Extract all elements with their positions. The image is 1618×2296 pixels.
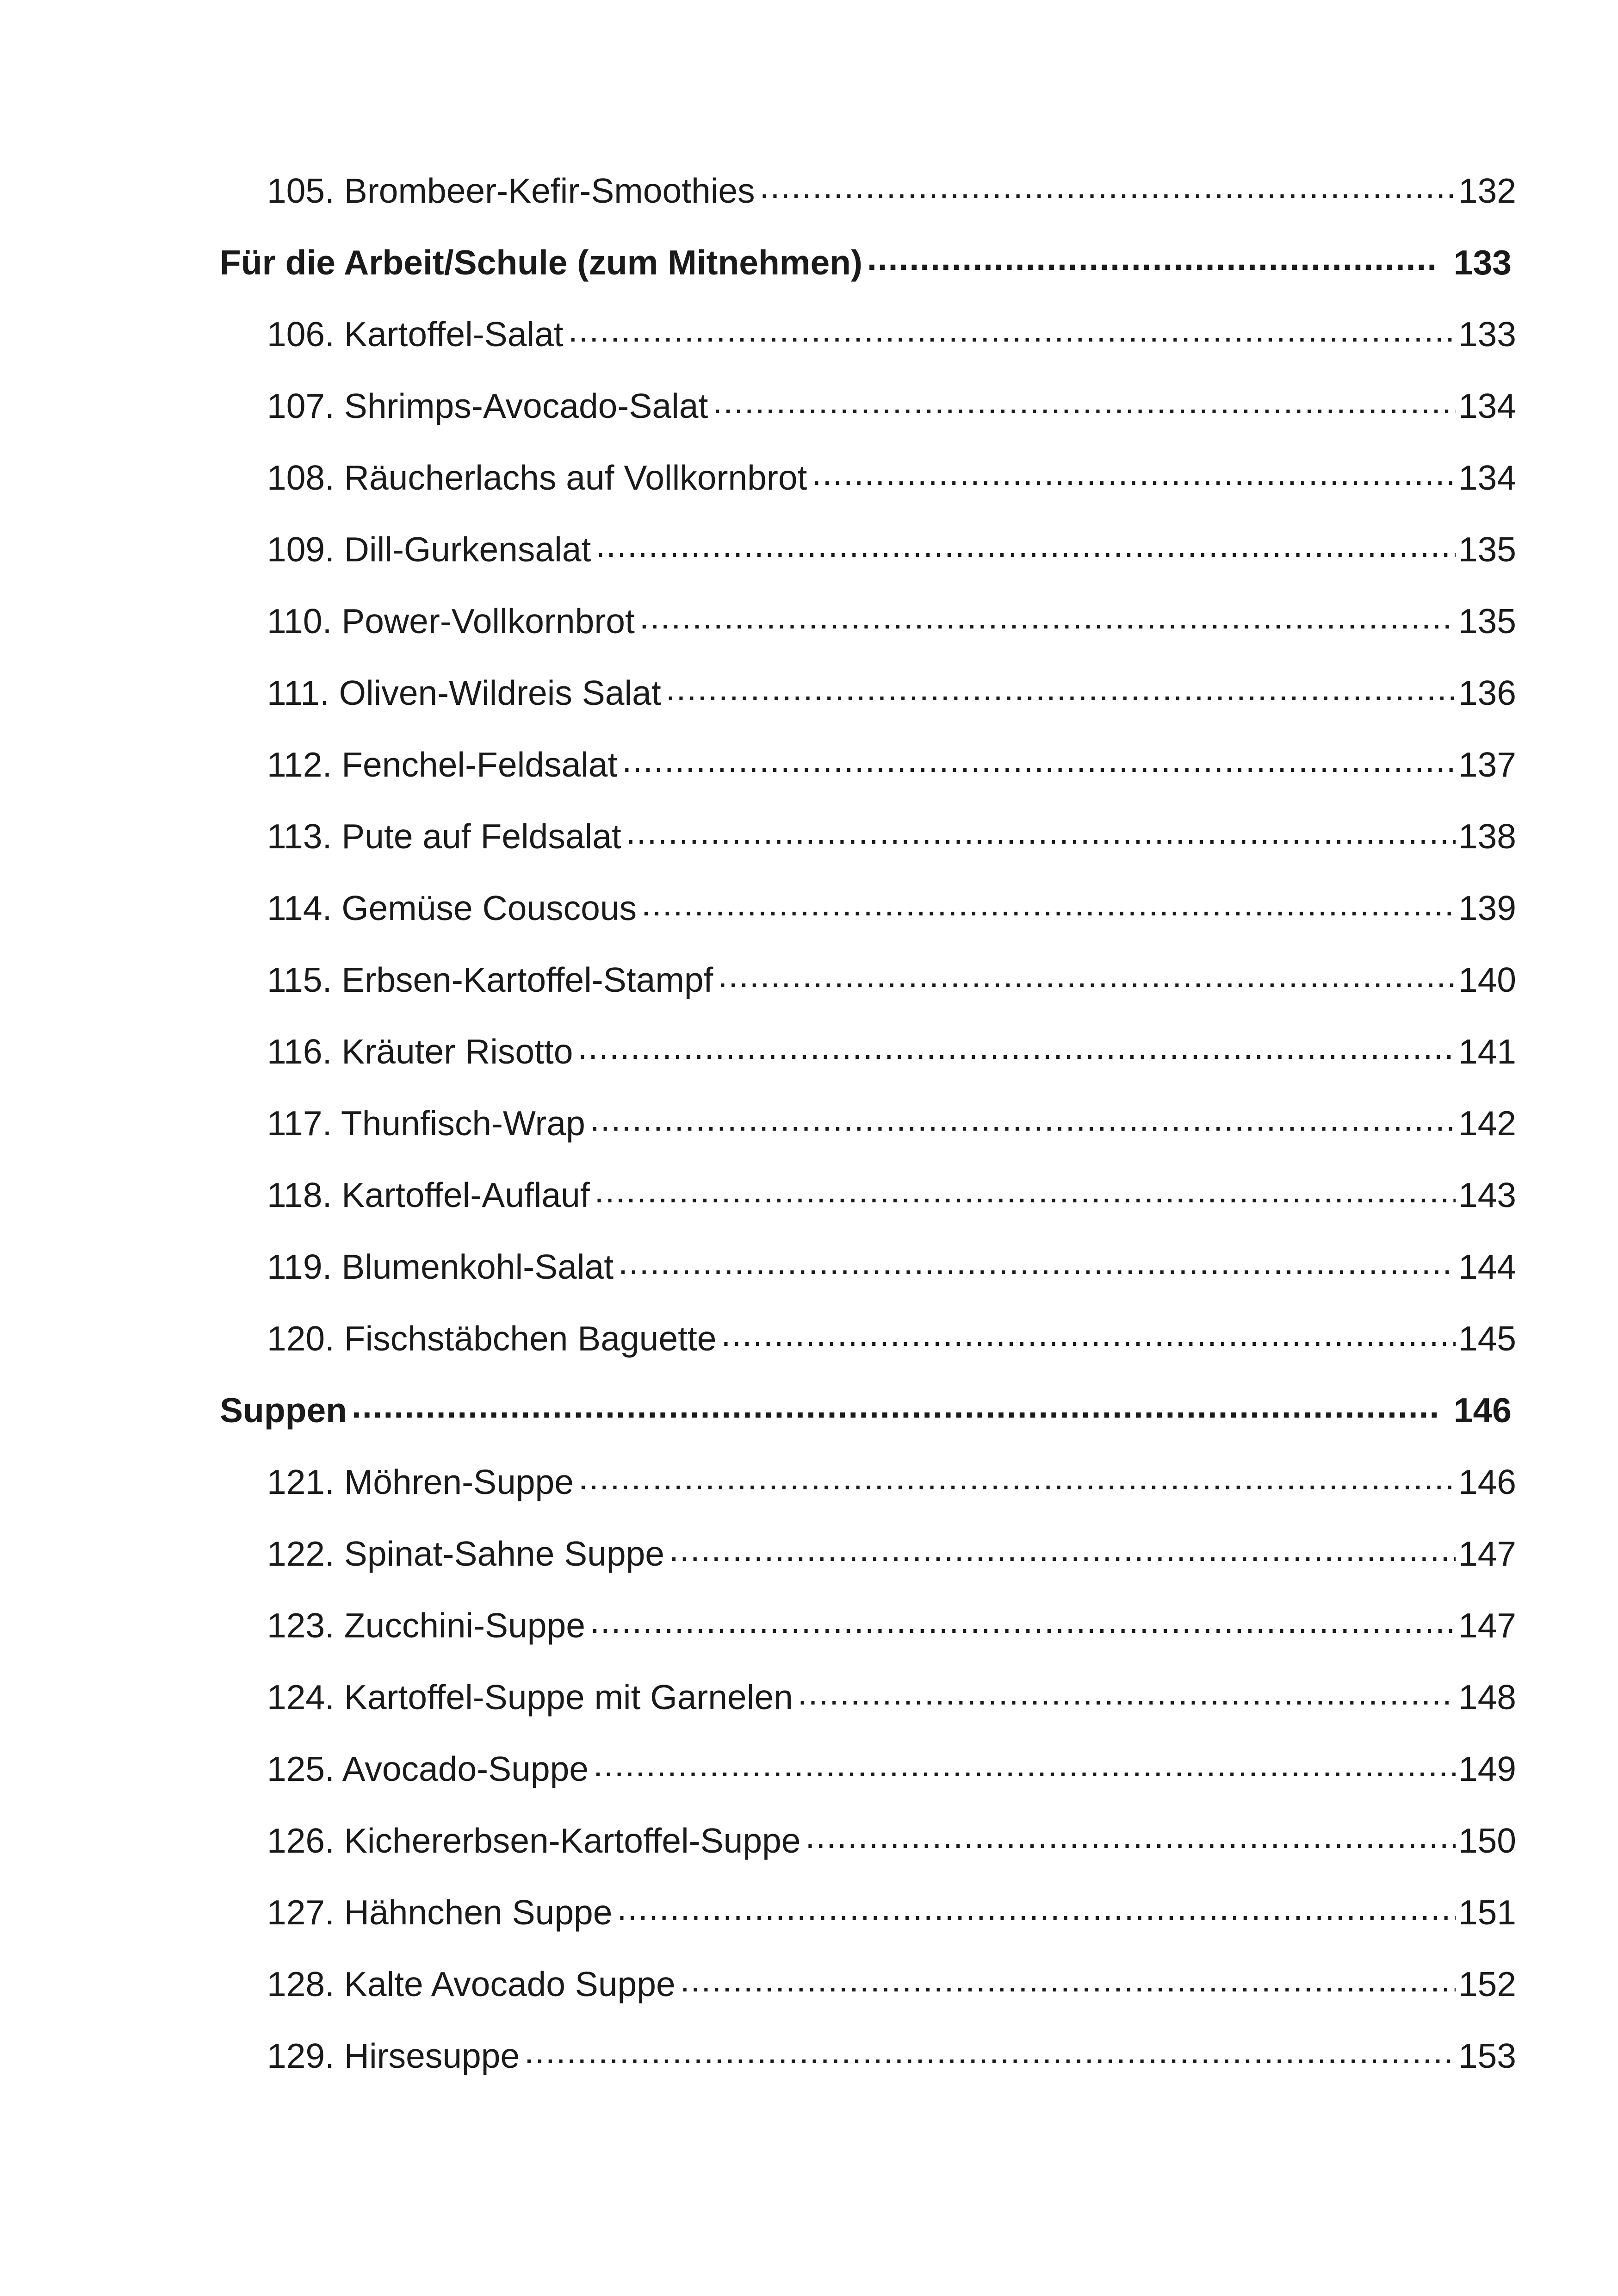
recipe-title: 121. Möhren-Suppe (267, 1462, 574, 1501)
recipe-title: 109. Dill-Gurkensalat (267, 530, 591, 569)
recipe-title: 112. Fenchel-Feldsalat (267, 745, 618, 784)
recipe-title: 105. Brombeer-Kefir-Smoothies (267, 171, 755, 210)
dot-leader (626, 819, 1456, 854)
dot-leader (798, 1680, 1456, 1715)
page-number: 149 (1458, 1749, 1516, 1788)
toc-entry (0, 1159, 1618, 1231)
page-number: 150 (1458, 1821, 1516, 1860)
recipe-title: 124. Kartoffel-Suppe mit Garnelen (267, 1678, 793, 1717)
toc-entry (0, 1088, 1618, 1159)
dot-leader (713, 389, 1456, 423)
toc-entry (0, 729, 1618, 801)
table-of-contents (0, 155, 1618, 2092)
dot-leader (812, 460, 1455, 495)
recipe-title: 106. Kartoffel-Salat (267, 315, 564, 354)
recipe-title: 115. Erbsen-Kartoffel-Stampf (267, 960, 713, 999)
dot-leader (718, 963, 1455, 997)
page-number: 134 (1458, 458, 1516, 497)
toc-entry (0, 1518, 1618, 1590)
toc-entry (0, 1661, 1618, 1733)
recipe-title: 110. Power-Vollkornbrot (267, 602, 635, 641)
dot-leader (590, 1608, 1456, 1643)
page-number: 133 (1458, 315, 1516, 354)
page-number: 146 (1458, 1462, 1516, 1501)
toc-entry (0, 155, 1618, 227)
toc-entry (0, 1231, 1618, 1303)
toc-entry (0, 872, 1618, 944)
dot-leader (590, 1106, 1456, 1141)
toc-entry (0, 944, 1618, 1016)
toc-entry (0, 2020, 1618, 2092)
recipe-title: 111. Oliven-Wildreis Salat (267, 673, 661, 712)
page-number: 147 (1458, 1534, 1516, 1573)
dot-leader (622, 747, 1455, 782)
page-number: 140 (1458, 960, 1516, 999)
dot-leader (352, 1393, 1437, 1428)
page-number: 145 (1458, 1319, 1516, 1358)
page-number: 142 (1458, 1104, 1516, 1143)
page-number: 136 (1458, 673, 1516, 712)
toc-entry (0, 370, 1618, 442)
page-number: 134 (1458, 386, 1516, 425)
dot-leader (760, 174, 1456, 208)
page-number: 135 (1458, 602, 1516, 641)
dot-leader (639, 604, 1456, 639)
page-number: 135 (1458, 530, 1516, 569)
page-number: 143 (1458, 1176, 1516, 1214)
recipe-title: 108. Räucherlachs auf Vollkornbrot (267, 458, 807, 497)
page-number: 144 (1458, 1247, 1516, 1286)
toc-entry (0, 585, 1618, 657)
toc-entry (0, 299, 1618, 370)
recipe-title: 118. Kartoffel-Auflauf (267, 1176, 590, 1214)
page-number: 148 (1458, 1678, 1516, 1717)
dot-leader (669, 1537, 1456, 1571)
toc-entry (0, 1805, 1618, 1877)
recipe-title: 128. Kalte Avocado Suppe (267, 1965, 676, 2004)
page-number: 147 (1458, 1606, 1516, 1645)
toc-entry (0, 1016, 1618, 1088)
toc-section-heading (0, 1375, 1618, 1446)
page-number: 152 (1458, 1965, 1516, 2004)
section-title: Für die Arbeit/Schule (zum Mitnehmen) (220, 243, 862, 282)
dot-leader (641, 891, 1456, 926)
recipe-title: 127. Hähnchen Suppe (267, 1893, 613, 1932)
recipe-title: 123. Zucchini-Suppe (267, 1606, 585, 1645)
page-number: 141 (1458, 1032, 1516, 1071)
dot-leader (595, 532, 1456, 567)
recipe-title: 117. Thunfisch-Wrap (267, 1104, 585, 1143)
toc-entry (0, 1303, 1618, 1375)
toc-entry (0, 514, 1618, 585)
toc-entry (0, 801, 1618, 872)
recipe-title: 122. Spinat-Sahne Suppe (267, 1534, 665, 1573)
page-number: 133 (1453, 243, 1512, 282)
recipe-title: 125. Avocado-Suppe (267, 1749, 589, 1788)
dot-leader (568, 317, 1456, 352)
toc-entry (0, 442, 1618, 514)
recipe-title: 119. Blumenkohl-Salat (267, 1247, 614, 1286)
toc-section-heading (0, 227, 1618, 299)
toc-entry (0, 1446, 1618, 1518)
page-number: 138 (1458, 817, 1516, 856)
toc-entry (0, 1948, 1618, 2020)
dot-leader (680, 1967, 1456, 2002)
recipe-title: 120. Fischstäbchen Baguette (267, 1319, 717, 1358)
recipe-title: 113. Pute auf Feldsalat (267, 817, 621, 856)
dot-leader (721, 1321, 1455, 1356)
dot-leader (666, 676, 1456, 710)
dot-leader (578, 1465, 1456, 1500)
recipe-title: 126. Kichererbsen-Kartoffel-Suppe (267, 1821, 801, 1860)
dot-leader (524, 2039, 1456, 2073)
toc-entry (0, 1733, 1618, 1805)
recipe-title: 114. Gemüse Couscous (267, 889, 637, 927)
page-number: 153 (1458, 2036, 1516, 2075)
page-number: 132 (1458, 171, 1516, 210)
dot-leader (577, 1034, 1455, 1069)
recipe-title: 116. Kräuter Risotto (267, 1032, 573, 1071)
page-number: 151 (1458, 1893, 1516, 1932)
dot-leader (595, 1178, 1456, 1213)
dot-leader (806, 1823, 1456, 1858)
toc-entry (0, 1877, 1618, 1948)
dot-leader (618, 1250, 1456, 1284)
toc-entry (0, 657, 1618, 729)
dot-leader (593, 1752, 1456, 1786)
page-number: 146 (1453, 1391, 1512, 1430)
recipe-title: 129. Hirsesuppe (267, 2036, 520, 2075)
dot-leader (867, 245, 1437, 280)
recipe-title: 107. Shrimps-Avocado-Salat (267, 386, 708, 425)
dot-leader (617, 1895, 1455, 1930)
toc-entry (0, 1590, 1618, 1661)
page-number: 139 (1458, 889, 1516, 927)
page-number: 137 (1458, 745, 1516, 784)
section-title: Suppen (220, 1391, 347, 1430)
